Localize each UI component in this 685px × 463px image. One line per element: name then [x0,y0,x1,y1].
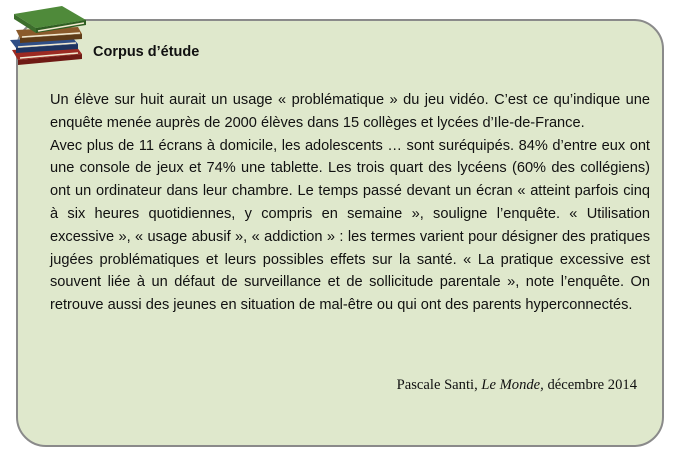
citation [397,377,637,394]
citation-date: décembre 2014 [543,377,637,393]
paragraph: Un élève sur huit aurait un usage « problématique » du jeu vidéo. C’est ce qu’indique une enquête menée auprès de 2000 élèves dans 15 collèges et lycées d’Ile-de-France. [50,92,650,131]
page-title: Corpus d’étude [93,44,200,60]
stacked-books-icon [6,2,92,68]
corpus-text [50,89,650,317]
citation-author: Pascale Santi, [396,377,482,393]
citation-source: Le Monde, [481,377,544,393]
paragraph: Avec plus de 11 écrans à domicile, les adolescents … sont suréquipés. 84% d’entre eux ont une console de jeux et 74% une tablette. Les trois quart des lycéens (60% des collégiens) ont un ordinateur dans leur chambre. Le temps passé devant un écran « atteint parfois cinq à six heures quotidiennes, y compris en semaine », souligne l’enquête. « Utilisation excessive », « usage abusif », « addiction » : les termes varient pour désigner des pratiques jugées problématiques et leurs possibles effets sur la santé. « La pratique excessive est souvent liée à un défaut de surveillance et de sollicitude parentale », note l’enquête. On retrouve aussi des jeunes en situation de mal-être ou qui ont des parents hyperconnectés. [50,137,650,314]
